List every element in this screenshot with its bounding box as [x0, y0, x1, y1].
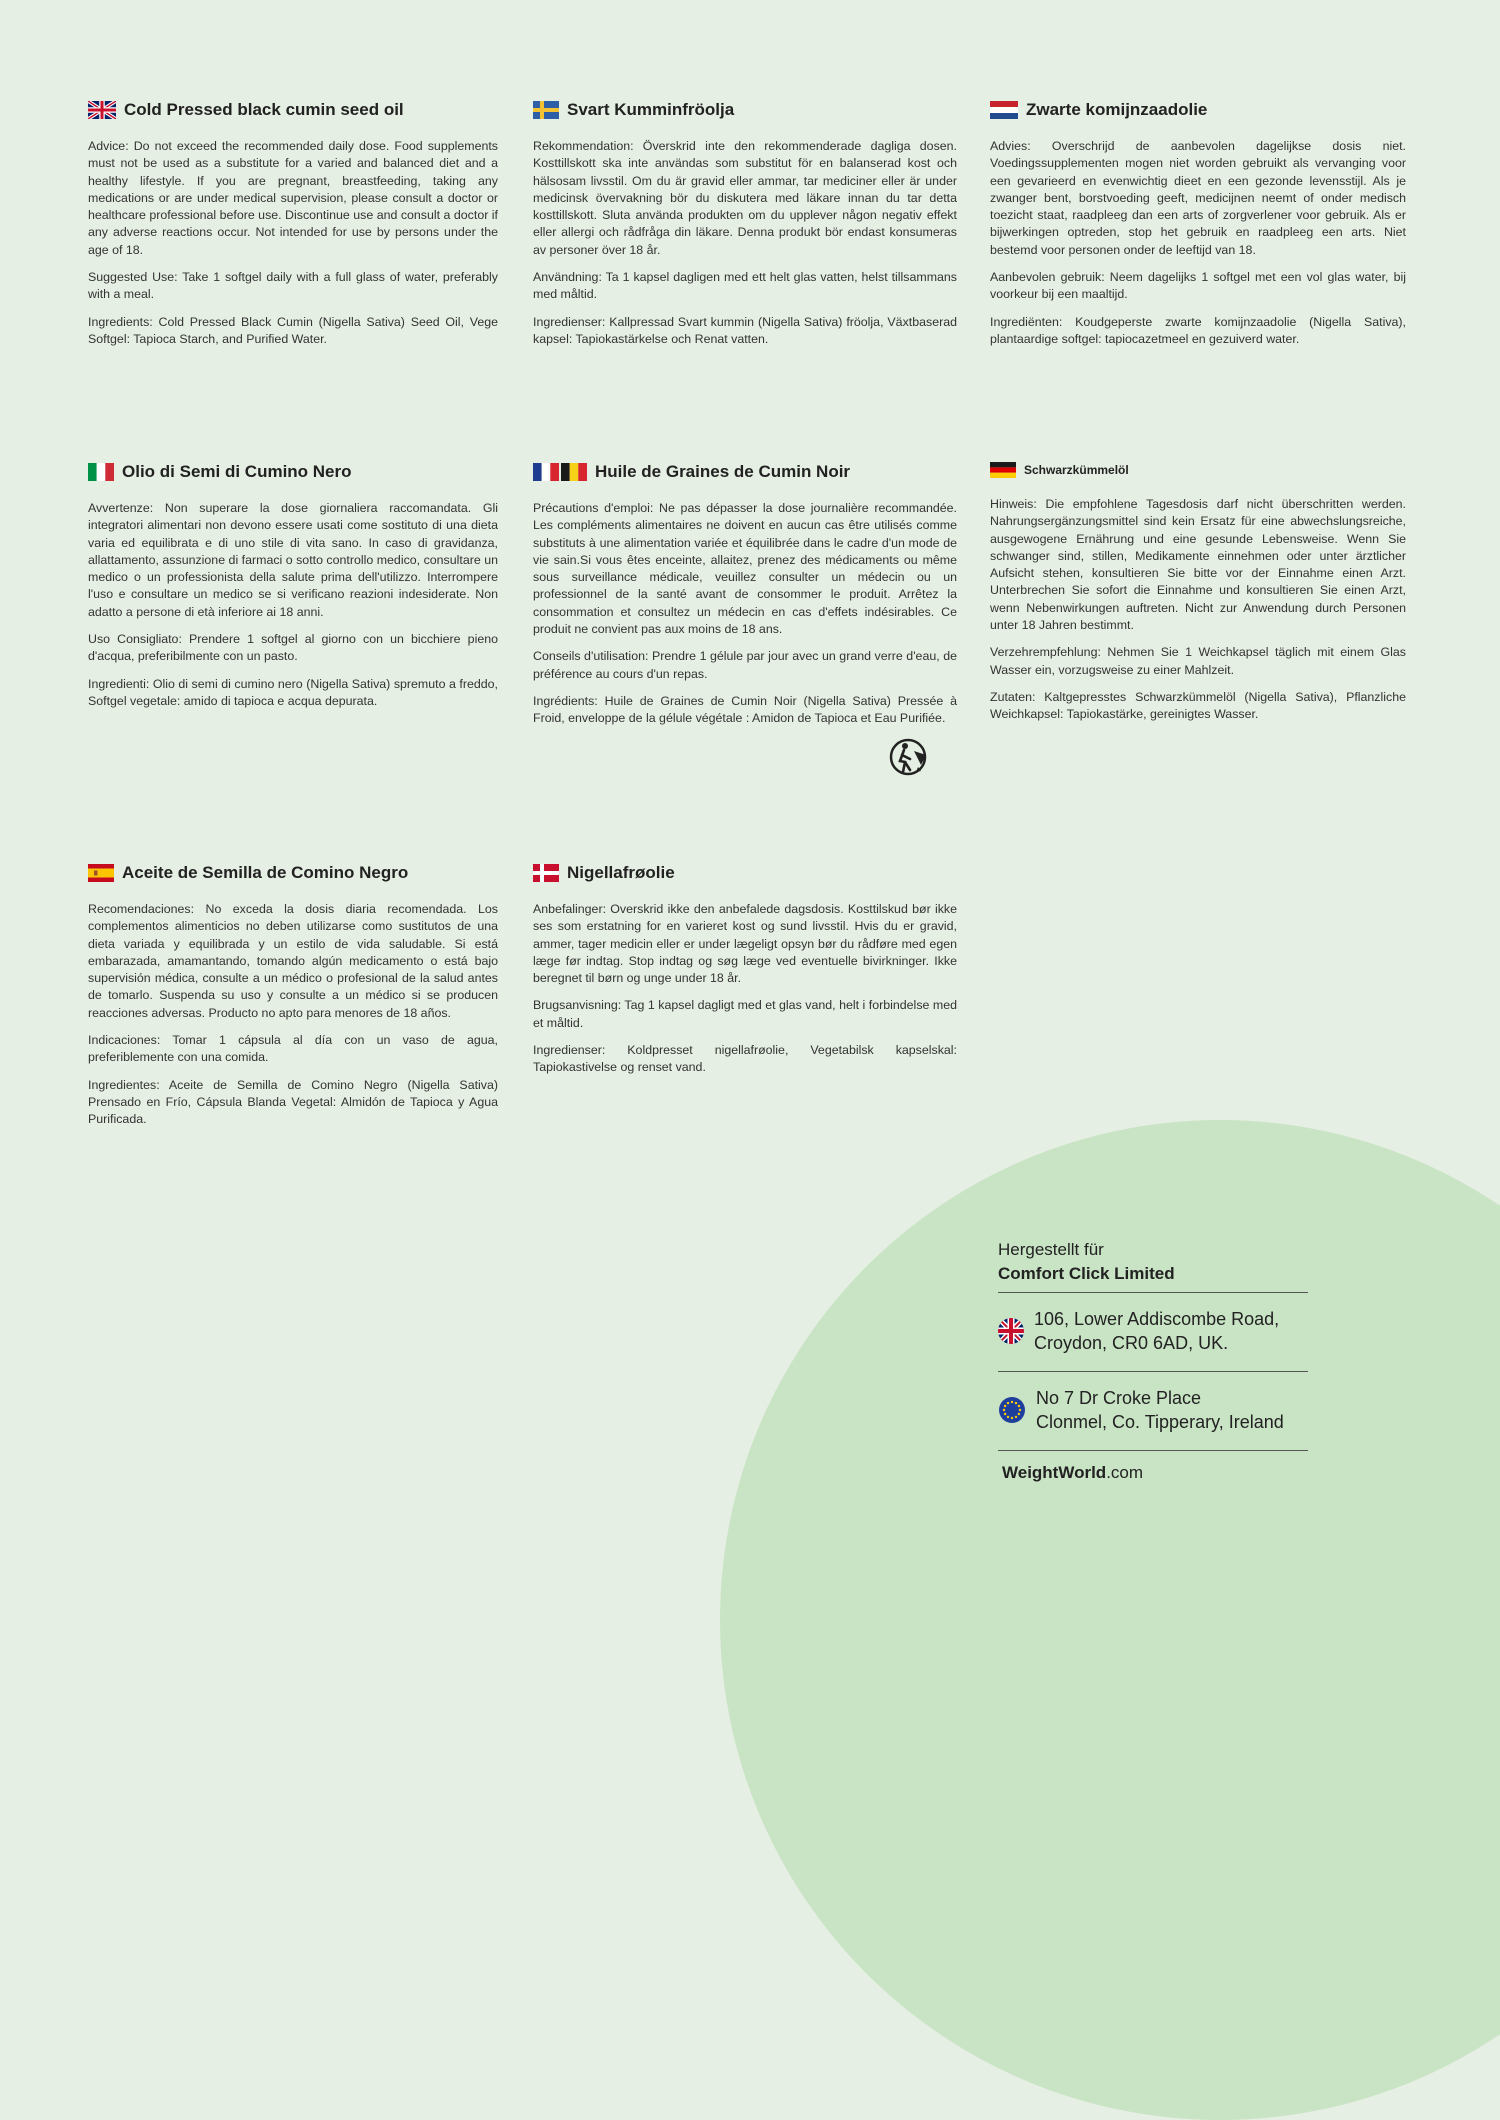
uk-flag-icon	[998, 1318, 1024, 1344]
section-title: Schwarzkümmelöl	[990, 462, 1406, 478]
advice-text: Advice: Do not exceed the recommended daily dose. Food supplements must not be used as a substitute for a varied and balanced diet and a healthy lifestyle. If you are pregnant, breastfeeding, taking any medications or are under medical supervision, please consult a doctor or healthcare professional before use. Discontinue use and consult a doctor if any adverse reactions occur. Not intended for use by persons under the age of 18.	[88, 139, 498, 257]
usage-text: Suggested Use: Take 1 softgel daily with a full glass of water, preferably with a meal.	[88, 270, 498, 302]
advice-text: Advies: Overschrijd de aanbevolen dagelijkse dosis niet. Voedingssupplementen mogen niet worden gebruikt als vervanging voor een gevarieerd en evenwichtig dieet en een gezonde levensstijl. Als je zwanger bent, borstvoeding geeft, medicijnen neemt of onder medisch toezicht staat, raadpleeg dan een arts of zorgverlener voor gebruik. Als er bijwerkingen optreden, stop het gebruik en raadpleeg een arts. Niet bestemd voor personen onder de leeftijd van 18.	[990, 139, 1406, 257]
ingredients-text: Ingredientes: Aceite de Semilla de Comino Negro (Nigella Sativa) Prensado en Frío, Cápsula Blanda Vegetal: Almidón de Tapioca y Agua Purificada.	[88, 1077, 498, 1127]
section-title: Cold Pressed black cumin seed oil	[88, 100, 498, 120]
eu-address-line1: No 7 Dr Croke Place	[1036, 1388, 1202, 1408]
ingredients-text: Ingrediënten: Koudgeperste zwarte komijnzaadolie (Nigella Sativa), plantaardige softgel: tapiocazetmeel en gezuiverd water.	[990, 314, 1406, 346]
advice-text: Anbefalinger: Overskrid ikke den anbefalede dagsdosis. Kosttilskud bør ikke ses som erstatning for en varieret kost og sund livsstil. Hvis du er gravid, ammer, tager medicin eller er under lægeligt opsyn bør du rådføre med egen læge før indtag. Stop indtag og søg læge ved eventuelle bivirkninger. Ikke beregnet til børn og unge under 18 år.	[533, 902, 957, 986]
section-french	[533, 462, 957, 738]
website	[998, 1463, 1308, 1483]
sweden-flag-icon	[533, 101, 559, 119]
advice-text: Précautions d'emploi: Ne pas dépasser la dose journalière recommandée. Les compléments alimentaires ne doivent en aucun cas être utilisés comme substituts à une alimentation variée et équilibrée dans le cadre d'un mode de vie sain.Si vous êtes enceinte, allaitez, prenez des médicaments ou même sous surveillance médicale, veuillez consulter un médecin ou un professionnel de la santé avant de consommer le produit. Arrêtez la consommation et consultez un médecin en cas d'effets indésirables. Ce produit ne convient pas aux moins de 18 ans.	[533, 501, 957, 637]
section-danish	[533, 863, 957, 1087]
tidyman-recycle-icon	[888, 737, 932, 777]
section-dutch	[990, 100, 1406, 358]
section-english	[88, 100, 498, 358]
website-suffix: .com	[1106, 1463, 1144, 1482]
divider	[998, 1371, 1308, 1372]
manufacturer-info	[998, 1238, 1308, 1483]
section-title: Aceite de Semilla de Comino Negro	[88, 863, 498, 883]
denmark-flag-icon	[533, 864, 559, 882]
advice-text: Avvertenze: Non superare la dose giornaliera raccomandata. Gli integratori alimentari non devono essere usati come sostituto di una dieta varia ed equilibrata e di uno stile di vita sano. In caso di gravidanza, allattamento, assunzione di farmaci o sotto controllo medico, consultare un medico o un professionista della salute prima dell'utilizzo. Interrompere l'uso e consultare un medico se si verificano reazioni indesiderate. Non adatto a persone di età inferiore ai 18 anni.	[88, 501, 498, 619]
ingredients-text: Ingrédients: Huile de Graines de Cumin Noir (Nigella Sativa) Pressée à Froid, enveloppe de la gélule végétale : Amidon de Tapioca et Eau Purifiée.	[533, 693, 957, 726]
ingredients-text: Ingredienti: Olio di semi di cumino nero (Nigella Sativa) spremuto a freddo, Softgel vegetale: amido di tapioca e acqua depurata.	[88, 676, 498, 708]
section-spanish	[88, 863, 498, 1139]
usage-text: Conseils d'utilisation: Prendre 1 gélule par jour avec un grand verre d'eau, de préférence au cours d'un repas.	[533, 649, 957, 681]
ingredients-text: Ingredients: Cold Pressed Black Cumin (Nigella Sativa) Seed Oil, Vege Softgel: Tapioca Starch, and Purified Water.	[88, 314, 498, 346]
ingredients-text: Ingredienser: Koldpresset nigellafrøolie, Vegetabilsk kapselskal: Tapiokastivelse og renset vand.	[533, 1043, 957, 1075]
germany-flag-icon	[990, 462, 1016, 478]
section-german	[990, 462, 1406, 734]
eu-address	[998, 1380, 1308, 1444]
uk-address-line2: Croydon, CR0 6AD, UK.	[1034, 1333, 1229, 1353]
section-title: Olio di Semi di Cumino Nero	[88, 462, 498, 482]
italy-flag-icon	[88, 463, 114, 481]
netherlands-flag-icon	[990, 101, 1018, 119]
advice-text: Hinweis: Die empfohlene Tagesdosis darf nicht überschritten werden. Nahrungsergänzungsmittel sind kein Ersatz für eine abwechslungsreiche, ausgewogene Ernährung und eine gesunde Lebensweise. Wenn Sie schwanger sind, stillen, Medikamente einnehmen oder unter ärztlicher Aufsicht stehen, konsultieren Sie bitte vor der Einnahme einen Arzt. Unterbrechen Sie sofort die Einnahme und konsultieren Sie einen Arzt, wenn Nebenwirkungen auftreten. Nicht zur Anwendung durch Personen unter 18 Jahren bestimmt.	[990, 497, 1406, 633]
belgium-flag-icon	[561, 463, 587, 481]
company-name: Comfort Click Limited	[998, 1264, 1175, 1283]
section-title: Svart Kumminfröolja	[533, 100, 957, 120]
usage-text: Aanbevolen gebruik: Neem dagelijks 1 softgel met een vol glas water, bij voorkeur bij een maaltijd.	[990, 270, 1406, 302]
divider	[998, 1292, 1308, 1293]
usage-text: Indicaciones: Tomar 1 cápsula al día con un vaso de agua, preferiblemente con una comida.	[88, 1033, 498, 1065]
france-flag-icon	[533, 463, 559, 481]
section-title: Nigellafrøolie	[533, 863, 957, 883]
section-swedish	[533, 100, 957, 358]
eu-flag-icon	[998, 1396, 1026, 1424]
usage-text: Brugsanvisning: Tag 1 kapsel dagligt med et glas vand, helt i forbindelse med et måltid.	[533, 998, 957, 1030]
ingredients-text: Ingredienser: Kallpressad Svart kummin (Nigella Sativa) fröolja, Växtbaserad kapsel: Tapiokastärkelse och Renat vatten.	[533, 314, 957, 346]
advice-text: Rekommendation: Överskrid inte den rekommenderade dagliga dosen. Kosttillskott ska inte användas som substitut för en balanserad kost och hälsosam livsstil. Om du är gravid eller ammar, tar mediciner eller är under medicinsk övervakning bör du diskutera med läkare innan du tar detta kosttillskott. Sluta använda produkten om du upplever någon negativ effekt eller allergi och rådfråga din läkare. Denna produkt bör endast konsumeras av personer över 18 år.	[533, 139, 957, 257]
made-for-label: Hergestellt für	[998, 1240, 1104, 1259]
section-title: Huile de Graines de Cumin Noir	[533, 462, 957, 482]
advice-text: Recomendaciones: No exceda la dosis diaria recomendada. Los complementos alimenticios no deben utilizarse como sustitutos de una dieta variada y equilibrada y un estilo de vida saludable. Si está embarazada, amamantando, tomando algún medicamento o está bajo supervisión médica, consulte a un médico o profesional de la salud antes de tomarlo. Suspenda su uso y consulte a un médico si se producen reacciones adversas. Producto no apto para menores de 18 años.	[88, 902, 498, 1020]
section-italian	[88, 462, 498, 720]
uk-flag-icon	[88, 101, 116, 119]
uk-address	[998, 1301, 1308, 1365]
eu-address-line2: Clonmel, Co. Tipperary, Ireland	[1036, 1412, 1284, 1432]
usage-text: Användning: Ta 1 kapsel dagligen med ett helt glas vatten, helst tillsammans med måltid.	[533, 270, 957, 302]
ingredients-text: Zutaten: Kaltgepresstes Schwarzkümmelöl (Nigella Sativa), Pflanzliche Weichkapsel: Tapiokastärke, gereinigtes Wasser.	[990, 689, 1406, 722]
spain-flag-icon	[88, 864, 114, 882]
divider	[998, 1450, 1308, 1451]
section-title: Zwarte komijnzaadolie	[990, 100, 1406, 120]
usage-text: Uso Consigliato: Prendere 1 softgel al giorno con un bicchiere pieno d'acqua, preferibilmente con un pasto.	[88, 632, 498, 664]
website-brand: WeightWorld	[1002, 1463, 1107, 1482]
usage-text: Verzehrempfehlung: Nehmen Sie 1 Weichkapsel täglich mit einem Glas Wasser ein, vorzugsweise zu einer Mahlzeit.	[990, 645, 1406, 677]
uk-address-line1: 106, Lower Addiscombe Road,	[1034, 1309, 1280, 1329]
